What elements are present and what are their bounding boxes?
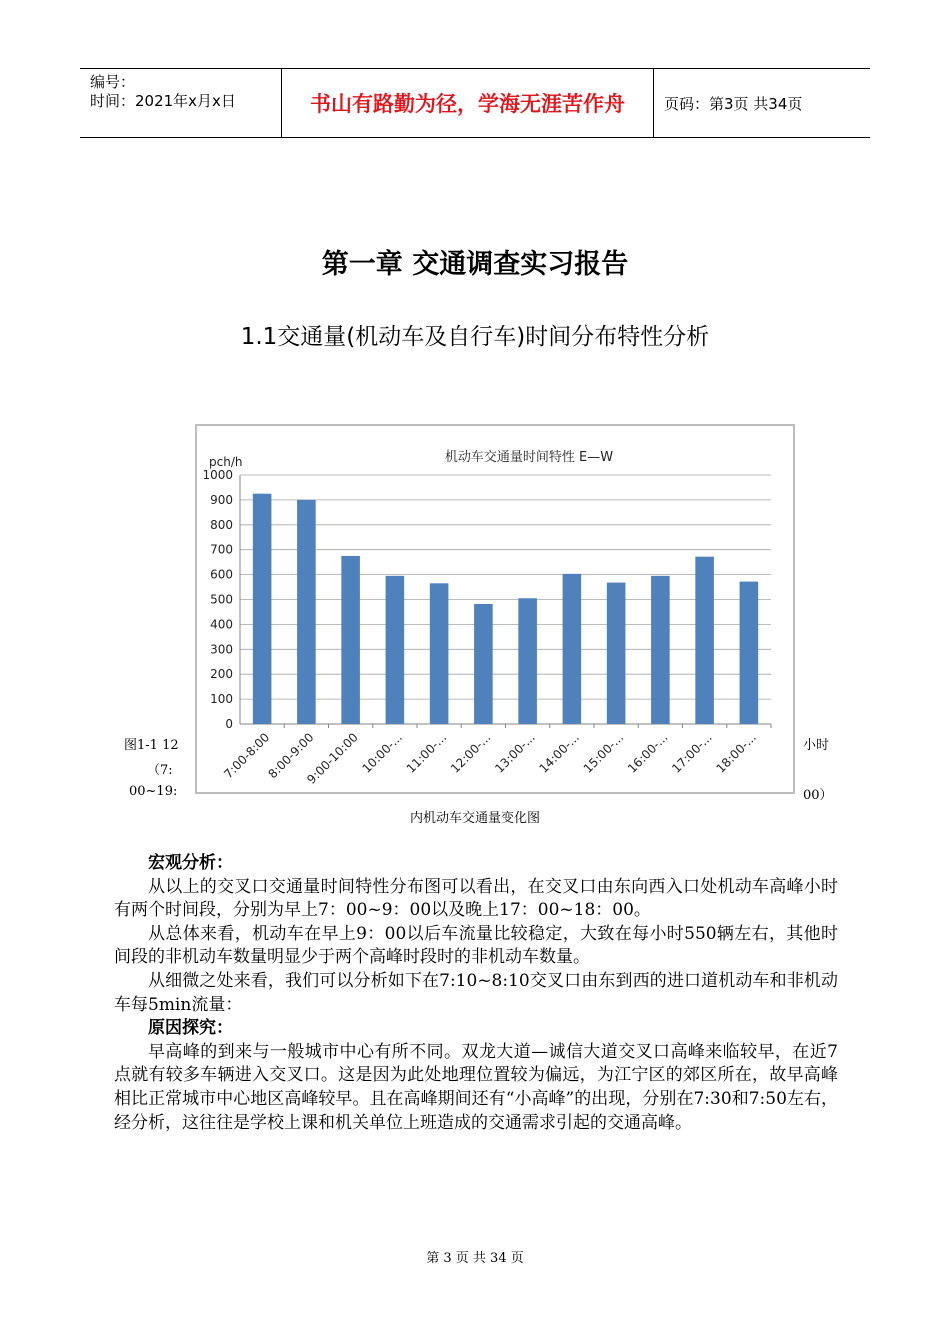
chart-y-tick-label: 1000 [202,468,233,482]
body-text [114,852,838,1135]
traffic-volume-chart [195,424,795,794]
chart-bar [563,574,582,724]
page-header [80,68,870,138]
page-footer: 第 3 页 共 34 页 [426,1251,524,1266]
chart-x-tick-label: 7:00-8:00 [221,730,273,782]
chart-x-tick-label: 8:00-9:00 [265,730,317,782]
figure-label-left-3: 00~19: [129,784,178,799]
chapter-title: 第一章 交通调查实习报告 [321,249,629,280]
chart-bar [297,500,316,724]
chart-x-tick-label: 15:00-... [580,730,627,776]
paragraph-1: 从以上的交叉口交通量时间特性分布图可以看出，在交叉口由东向西入口处机动车高峰小时有两个时间段，分别为早上7：00~9：00以及晚上17：00~18：00。 [114,876,838,921]
paragraph-4: 早高峰的到来与一般城市中心有所不同。双龙大道—诚信大道交叉口高峰来临较早，在近7点就有较多车辆进入交叉口。这是因为此处地理位置较为偏远，为江宁区的郊区所在，故早高峰相比正常城市中心地区高峰较早。且在高峰期间还有“小高峰”的出现，分别在7:30和7:50左右，经分析，这往往是学校上课和机关单位上班造成的交通需求引起的交通高峰。 [114,1041,838,1133]
chart-bar [253,494,272,724]
header-time: 时间：2021年x月x日 [90,92,236,110]
chart-y-tick-label: 900 [210,492,233,507]
header-number: 编号： [90,73,136,91]
figure-label-left-2: （7: [147,763,173,778]
chart-y-tick-label: 0 [225,717,233,731]
chart-title: 机动车交通量时间特性 E—W [444,450,614,465]
chart-y-tick-label: 200 [210,667,233,682]
chart-y-axis-label: pch/h [209,455,243,469]
chart-x-tick-label: 11:00-... [403,730,450,776]
chart-x-tick-label: 12:00-... [447,730,494,776]
chart-bar [474,604,493,724]
figure-label-left-1: 图1-1 12 [124,738,179,753]
chart-svg [197,426,793,792]
heading-macro-analysis: 宏观分析： [148,853,233,873]
section-title: 1.1交通量(机动车及自行车)时间分布特性分析 [240,324,710,350]
chart-bar [651,576,670,724]
chart-x-tick-label: 17:00-... [669,730,715,776]
chart-x-tick-label: 13:00-... [492,730,538,776]
chart-y-tick-label: 100 [210,692,233,707]
chart-y-tick-label: 700 [210,542,233,557]
chart-bar [518,598,537,724]
chart-bar [695,557,714,724]
chart-x-tick-label: 14:00-... [536,730,582,776]
chart-x-tick-label: 16:00-... [624,730,671,776]
chart-bar [430,583,449,724]
chart-bar [386,576,405,724]
header-motto: 书山有路勤为径，学海无涯苦作舟 [282,69,654,137]
chart-x-tick-label: 10:00-... [359,730,405,776]
chart-bar [341,556,360,724]
paragraph-3: 从细微之处来看，我们可以分析如下在7:10~8:10交叉口由东到西的进口道机动车和非机动车每5min流量： [114,970,838,1015]
chart-y-tick-label: 500 [210,592,233,607]
heading-cause-analysis: 原因探究： [148,1018,233,1039]
paragraph-2: 从总体来看，机动车在早上9：00以后车流量比较稳定，大致在每小时550辆左右，其他时间段的非机动车数量明显少于两个高峰时段时的非机动车数量。 [114,923,838,968]
header-page-info: 页码：第3页 共34页 [664,94,803,113]
figure-caption: 内机动车交通量变化图 [409,811,540,826]
chart-x-tick-label: 9:00-10:00 [304,730,361,787]
chart-x-tick-label: 18:00-... [713,730,759,776]
chart-y-tick-label: 400 [210,617,233,632]
figure-label-right-1: 小时 [803,738,830,753]
header-meta [80,69,282,137]
chart-bar [607,583,626,724]
figure-label-right-3: 00） [803,788,833,803]
chart-bar [740,582,759,724]
chart-y-tick-label: 800 [210,517,233,532]
chart-y-tick-label: 600 [210,567,233,582]
chart-y-tick-label: 300 [210,642,233,657]
